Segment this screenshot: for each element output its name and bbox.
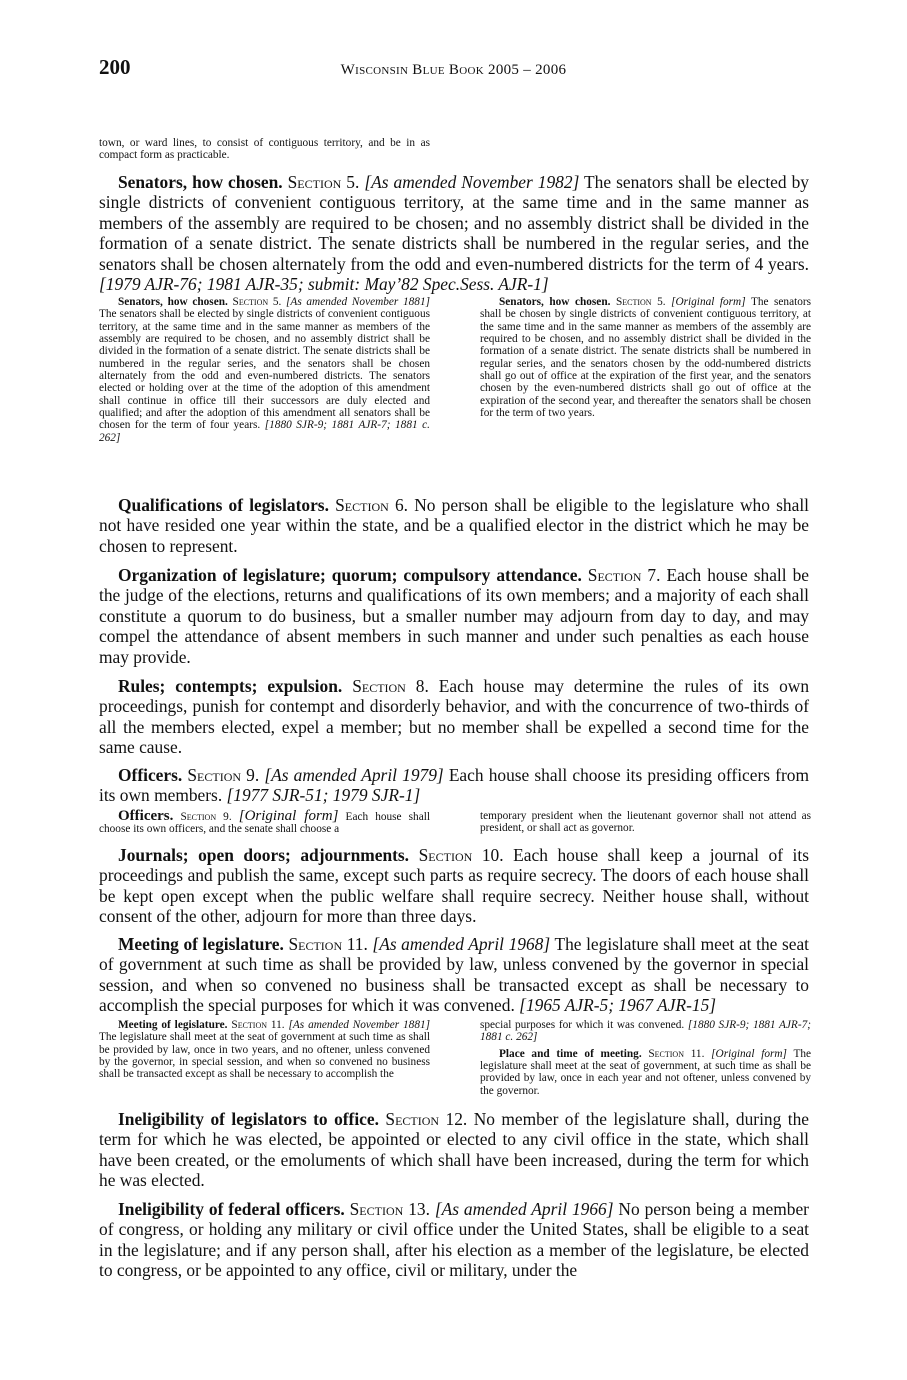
- section-5-label: Section 5.: [287, 172, 360, 192]
- section-9: [99, 765, 809, 806]
- section-11-1881-note: [99, 1019, 430, 1081]
- section-6-label: Section 6.: [335, 495, 409, 515]
- section-11-original-heading: Place and time of meeting.: [499, 1047, 642, 1060]
- section-7-heading: Organization of legislature; quorum; compulsory attendance.: [118, 565, 582, 585]
- running-title-text: Wisconsin Blue Book 2005 – 2006: [340, 62, 567, 78]
- section-11: [99, 934, 809, 1016]
- section-10-heading: Journals; open doors; adjournments.: [118, 845, 410, 865]
- section-8: [99, 676, 809, 758]
- section-9-body: Each house shall choose its presiding officers from its own members.: [99, 765, 809, 806]
- section-9-original-label: Section 9.: [180, 811, 232, 823]
- section-6-heading: Qualifications of legislators.: [118, 495, 329, 515]
- section-5-1881-note: [99, 296, 430, 444]
- section-11-note: [As amended April 1968]: [372, 934, 551, 954]
- section-5-body: The senators shall be elected by single districts of convenient contiguous territory, at the same time and in the same manner as members of the assembly are required to be chosen; and no assembly district shall be divided in the formation of a senate district. The senate districts shall be numbered in the regular series, and the senators shall be chosen alternately from the odd and even-numbered districts for the term of 4 years.: [99, 172, 809, 274]
- section-5-1881-heading: Senators, how chosen.: [118, 296, 228, 308]
- section-11-original-note-text: [Original form]: [711, 1047, 787, 1060]
- section-11-heading: Meeting of legislature.: [118, 934, 284, 954]
- section-9-heading: Officers.: [118, 765, 183, 785]
- section-5-original-body: The senators shall be chosen by single districts of convenient contiguous territory, at the same time and in the same manner as members of the assembly are required to be chosen, and no assembly district shall be divided in the formation of a senate district. The senate districts shall be numbered in regular series, and the senators chosen by the odd-numbered districts shall go out of office at the expiration of the first year, and the senators chosen by the even-numbered districts shall go out of office at the expiration of the second year, and thereafter the senators shall be chosen for the term of two years.: [480, 296, 812, 420]
- section-9-original-note-cont: [480, 810, 811, 835]
- section-11-1881-label: Section 11.: [231, 1019, 285, 1031]
- section-12-label: Section 12.: [385, 1109, 468, 1129]
- section-13-heading: Ineligibility of federal officers.: [118, 1199, 345, 1219]
- section-5-1881-body: The senators shall be elected by single districts of convenient contiguous territory, at the same time and in the same manner as members of the assembly are required to be chosen, and no assembly district shall be divided in the formation of a senate district. The senate districts shall be numbered in the regular series, and the senators shall be chosen alternately from the odd and even-numbered districts. The senators elected or holding over at the time of the adoption of this amendment shall continue in office till their successors are duly elected and qualified; and after the adoption of this amendment all senators shall be chosen for the term of four years.: [99, 308, 430, 432]
- section-5-1881-label: Section 5.: [232, 296, 282, 308]
- section-9-note: [As amended April 1979]: [264, 765, 444, 785]
- section-7-body: Each house shall be the judge of the elections, returns and qualifications of its own members; and a majority of each shall constitute a quorum to do business, but a smaller number may adjourn from day to day, and may compel the attendance of absent members in such manner and under such penalties as each house may provide.: [99, 565, 809, 667]
- section-13: [99, 1199, 809, 1281]
- section-11-label: Section 11.: [288, 934, 368, 954]
- intro-fragment: [99, 137, 430, 162]
- section-6: [99, 495, 809, 556]
- section-11-1881-heading: Meeting of legislature.: [118, 1019, 228, 1031]
- section-13-note: [As amended April 1966]: [434, 1199, 614, 1219]
- section-11-1881-body-right: special purposes for which it was convened.: [480, 1019, 685, 1031]
- section-12-heading: Ineligibility of legislators to office.: [118, 1109, 379, 1129]
- section-5-note: [As amended November 1982]: [364, 172, 580, 192]
- section-6-body: No person shall be eligible to the legislature who shall not have resided one year within the state, and be a qualified elector in the district which he may be chosen to represent.: [99, 495, 809, 556]
- section-11-original-label: Section 11.: [648, 1047, 705, 1060]
- section-11-history: [1965 AJR-5; 1967 AJR-15]: [519, 995, 717, 1016]
- section-5-original-label: Section 5.: [615, 296, 666, 308]
- section-7: [99, 565, 809, 667]
- section-7-label: Section 7.: [587, 565, 661, 585]
- section-11-1881-note-text: [As amended November 1881]: [288, 1019, 431, 1031]
- section-5: [99, 172, 809, 294]
- section-12-body: No member of the legislature shall, during the term for which he was elected, be appointed or elected to any civil office in the state, which shall have been created, or the emoluments of which shall have been increased, during the term for which he was elected.: [99, 1109, 809, 1191]
- section-11-1881-history: [1880 SJR-9; 1881 AJR-7; 1881 c. 262]: [480, 1019, 811, 1044]
- section-9-history: [1977 SJR-51; 1979 SJR-1]: [226, 785, 421, 806]
- section-11-body: The legislature shall meet at the seat of government at such time as shall be provided by law, unless convened by the governor in special session, and when so convened no business shall be transacted except as shall be necessary to accomplish the special purposes for which it was convened.: [99, 934, 809, 1016]
- section-5-original-heading: Senators, how chosen.: [499, 296, 611, 308]
- running-title: [0, 55, 907, 80]
- section-10-label: Section 10.: [418, 845, 504, 865]
- section-9-original-note-text: [Original form]: [238, 808, 339, 824]
- section-9-label: Section 9.: [187, 765, 260, 785]
- section-8-heading: Rules; contempts; expulsion.: [118, 676, 343, 696]
- section-9-original-note: [99, 810, 430, 836]
- section-5-1881-note-text: [As amended November 1881]: [286, 296, 430, 308]
- section-5-original-note: [480, 296, 811, 419]
- section-5-history: [1979 AJR-76; 1981 AJR-35; submit: May’82 Spec.Sess. AJR-1]: [99, 274, 549, 295]
- section-5-1881-history: [1880 SJR-9; 1881 AJR-7; 1881 c. 262]: [99, 419, 430, 444]
- section-10-body: Each house shall keep a journal of its proceedings and publish the same, except such parts as require secrecy. The doors of each house shall be kept open except when the public welfare shall require secrecy. Neither house shall, without consent of the other, adjourn for more than three days.: [99, 845, 809, 927]
- section-11-notes-right: [480, 1019, 811, 1097]
- section-8-body: Each house may determine the rules of its own proceedings, punish for contempt and disorderly behavior, and with the concurrence of two-thirds of all the members elected, expel a member; but no member shall be expelled a second time for the same cause.: [99, 676, 810, 758]
- section-9-original-body-left: Each house shall choose its own officers, and the senate shall choose a: [99, 811, 430, 836]
- section-5-heading: Senators, how chosen.: [118, 172, 283, 192]
- intro-fragment-text: town, or ward lines, to consist of contiguous territory, and be in as compact form as practicable.: [99, 137, 430, 162]
- section-11-original-body: The legislature shall meet at the seat of government, at such time as shall be provided by law, once in each year and not oftener, unless convened by the governor.: [480, 1047, 812, 1097]
- section-9-original-body-right: temporary president when the lieutenant governor shall not attend as president, or shall act as governor.: [480, 810, 811, 835]
- section-10: [99, 845, 809, 927]
- section-12: [99, 1109, 809, 1191]
- section-13-label: Section 13.: [349, 1199, 430, 1219]
- page-number: 200: [99, 55, 131, 79]
- section-5-original-note-text: [Original form]: [671, 296, 746, 308]
- section-13-body: No person being a member of congress, or holding any military or civil office under the United States, shall be eligible to a seat in the legislature; and if any person shall, after his election as a member of the legislature, be elected to congress, or be appointed to any office, civil or military, under the: [99, 1199, 809, 1281]
- section-8-label: Section 8.: [352, 676, 429, 696]
- section-11-1881-body-left: The legislature shall meet at the seat of government at such time as shall be provided by law, once in two years, and no oftener, unless convened by the governor, in special session, and when so convened no business shall be transacted except as shall be necessary to accomplish the: [99, 1031, 430, 1081]
- section-9-original-heading: Officers.: [118, 808, 174, 824]
